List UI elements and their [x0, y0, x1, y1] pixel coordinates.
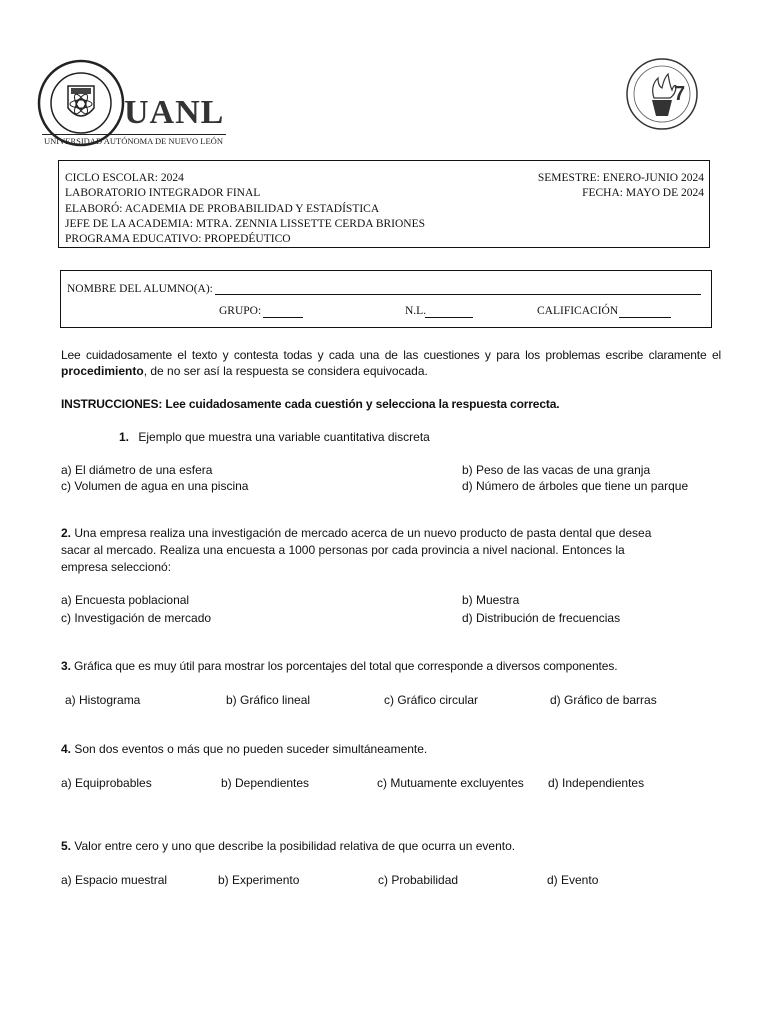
- option-1b[interactable]: b) Peso de las vacas de una granja: [462, 463, 651, 477]
- question-2-line-2: sacar al mercado. Realiza una encuesta a 1000 personas por cada provincia a nivel nacional. Entonces la: [61, 543, 625, 557]
- grupo-label: GRUPO:: [219, 305, 262, 317]
- question-number: 1.: [119, 430, 130, 444]
- option-4d[interactable]: d) Independientes: [548, 776, 645, 790]
- option-2c[interactable]: c) Investigación de mercado: [61, 611, 212, 625]
- option-4b[interactable]: b) Dependientes: [221, 776, 310, 790]
- option-5a[interactable]: a) Espacio muestral: [61, 873, 168, 887]
- fecha: FECHA: MAYO DE 2024: [582, 187, 704, 199]
- option-2b[interactable]: b) Muestra: [462, 593, 520, 607]
- question-text: Gráfica que es muy útil para mostrar los porcentajes del total que corresponde a diversos componentes.: [74, 659, 618, 673]
- question-2: [61, 525, 661, 576]
- uanl-subtitle: UNIVERSIDAD AUTÓNOMA DE NUEVO LEÓN: [44, 136, 223, 146]
- intro-line-1: Lee cuidadosamente el texto y contesta todas y cada una de las cuestiones y para los problemas escribe claramente el: [61, 348, 721, 362]
- question-text: Valor entre cero y uno que describe la posibilidad relativa de que ocurra un evento.: [74, 839, 516, 853]
- intro-line-2: [61, 363, 721, 379]
- semestre: SEMESTRE: ENERO-JUNIO 2024: [537, 172, 704, 184]
- logo-divider: [42, 134, 226, 135]
- student-info-box: [60, 270, 712, 328]
- laboratorio: LABORATORIO INTEGRADOR FINAL: [65, 187, 261, 199]
- uanl-acronym: UANL: [124, 94, 225, 131]
- programa-educativo: PROGRAMA EDUCATIVO: PROPEDÉUTICO: [65, 233, 291, 245]
- question-3: [61, 658, 617, 674]
- option-3b[interactable]: b) Gráfico lineal: [226, 693, 311, 707]
- ciclo-escolar: CICLO ESCOLAR: 2024: [65, 172, 184, 184]
- nl-field[interactable]: [425, 317, 473, 318]
- calificacion-field[interactable]: [619, 317, 671, 318]
- question-number: 2.: [61, 526, 72, 540]
- option-5b[interactable]: b) Experimento: [218, 873, 300, 887]
- nl-label: N.L.: [405, 305, 427, 317]
- option-4c[interactable]: c) Mutuamente excluyentes: [377, 776, 524, 790]
- option-3a[interactable]: a) Histograma: [65, 693, 141, 707]
- question-text: Son dos eventos o más que no pueden suceder simultáneamente.: [74, 742, 428, 756]
- torch-seal-icon: [624, 56, 700, 132]
- nombre-field[interactable]: [215, 294, 701, 295]
- course-info-box: [58, 160, 710, 248]
- option-1a[interactable]: a) El diámetro de una esfera: [61, 463, 213, 477]
- uanl-logo: [36, 58, 226, 148]
- question-text: Una empresa realiza una investigación de mercado acerca de un nuevo producto de pasta dental que desea: [74, 526, 652, 540]
- question-text: Ejemplo que muestra una variable cuantitativa discreta: [138, 430, 430, 444]
- option-5c[interactable]: c) Probabilidad: [378, 873, 459, 887]
- procedimiento-bold: procedimiento: [61, 364, 144, 378]
- seal-number: 7: [674, 83, 686, 105]
- option-3c[interactable]: c) Gráfico circular: [384, 693, 479, 707]
- question-1: [119, 429, 430, 445]
- calificacion-label: CALIFICACIÓN: [537, 305, 619, 317]
- question-2-line-1: [61, 525, 661, 542]
- nombre-label: NOMBRE DEL ALUMNO(A):: [67, 283, 213, 295]
- instructions: INSTRUCCIONES: Lee cuidadosamente cada cuestión y selecciona la respuesta correcta.: [61, 397, 560, 411]
- option-1d[interactable]: d) Número de árboles que tiene un parque: [462, 479, 689, 493]
- prepa-7-logo: [624, 56, 700, 132]
- option-2a[interactable]: a) Encuesta poblacional: [61, 593, 190, 607]
- option-5d[interactable]: d) Evento: [547, 873, 599, 887]
- intro-paragraph: [61, 347, 721, 379]
- question-number: 4.: [61, 742, 72, 756]
- question-4: [61, 741, 427, 757]
- option-4a[interactable]: a) Equiprobables: [61, 776, 152, 790]
- grupo-field[interactable]: [263, 317, 303, 318]
- question-5: [61, 838, 515, 854]
- question-number: 3.: [61, 659, 71, 673]
- question-2-line-3: empresa seleccionó:: [61, 560, 172, 574]
- option-3d[interactable]: d) Gráfico de barras: [550, 693, 657, 707]
- question-number: 5.: [61, 839, 72, 853]
- option-1c[interactable]: c) Volumen de agua en una piscina: [61, 479, 249, 493]
- elaboro: ELABORÓ: ACADEMIA DE PROBABILIDAD Y ESTADÍSTICA: [65, 203, 380, 215]
- intro-line-2-rest: , de no ser así la respuesta se considera equivocada.: [143, 364, 428, 378]
- jefe-academia: JEFE DE LA ACADEMIA: MTRA. ZENNIA LISSETTE CERDA BRIONES: [65, 218, 426, 230]
- option-2d[interactable]: d) Distribución de frecuencias: [462, 611, 621, 625]
